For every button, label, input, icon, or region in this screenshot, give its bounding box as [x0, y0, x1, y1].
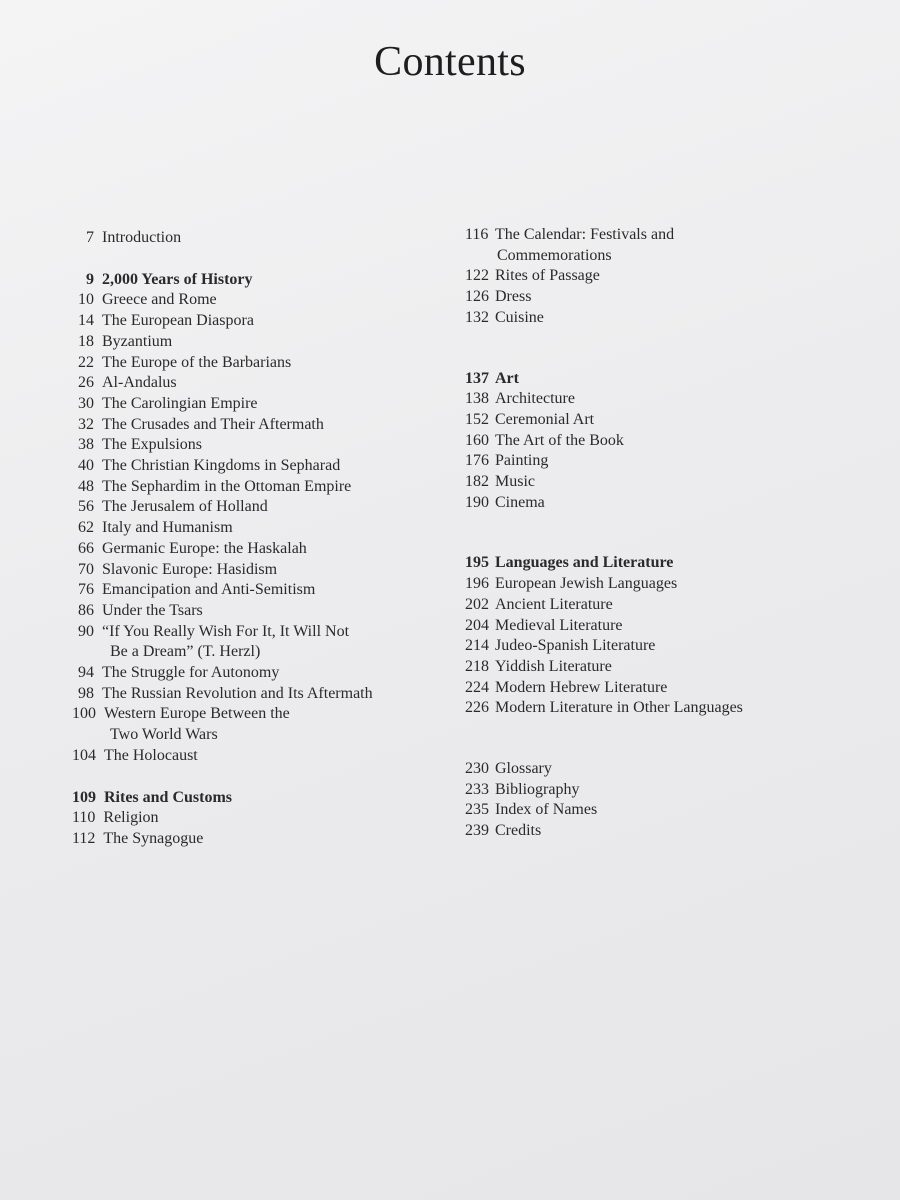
- page-number: 110: [72, 809, 96, 827]
- toc-entry: [72, 622, 432, 643]
- toc-entry: [72, 539, 432, 560]
- page-number: 196: [465, 575, 489, 593]
- section-spacer: [465, 513, 865, 553]
- page-number: 66: [78, 539, 94, 557]
- page-number: 190: [465, 493, 489, 511]
- toc-entry: [465, 472, 865, 493]
- page-number: 76: [78, 581, 94, 599]
- entry-title: Ceremonial Art: [495, 410, 595, 428]
- page-number: 94: [78, 664, 94, 682]
- toc-entry: [72, 353, 432, 374]
- toc-entry: [72, 663, 432, 684]
- toc-entry: [465, 698, 865, 719]
- entry-title-continuation: Be a Dream” (T. Herzl): [110, 643, 261, 661]
- entry-title: The Jerusalem of Holland: [102, 498, 268, 516]
- entry-title: The Calendar: Festivals and: [495, 226, 675, 243]
- entry-title: 2,000 Years of History: [102, 270, 253, 288]
- toc-entry: [72, 311, 432, 332]
- page-number: 122: [465, 267, 489, 285]
- entry-title: The European Diaspora: [102, 312, 254, 330]
- entry-title: The Holocaust: [104, 746, 198, 764]
- page-number: 137: [465, 369, 489, 387]
- entry-title: Cinema: [495, 493, 545, 511]
- toc-entry: [72, 373, 432, 394]
- toc-entry: [465, 266, 865, 287]
- entry-title: Painting: [495, 452, 549, 470]
- toc-section-heading: [465, 553, 865, 574]
- section-spacer: [465, 329, 865, 369]
- toc-entry: [72, 415, 432, 436]
- toc-entry: [72, 518, 432, 539]
- section-spacer: [465, 719, 865, 759]
- entry-title: The Synagogue: [103, 829, 204, 847]
- toc-entry: [72, 456, 432, 477]
- page-number: 56: [78, 498, 94, 516]
- page-number: 9: [86, 270, 94, 288]
- entry-title: Bibliography: [495, 780, 580, 798]
- page-number: 214: [465, 637, 489, 655]
- entry-title: Music: [495, 473, 535, 491]
- toc-entry: [72, 394, 432, 415]
- page-number: 112: [72, 829, 96, 847]
- section-spacer: [72, 767, 432, 788]
- page-number: 70: [78, 560, 94, 578]
- page-number: 18: [78, 332, 94, 350]
- toc-entry: [72, 477, 432, 498]
- toc-entry: [72, 435, 432, 456]
- toc-entry: [72, 601, 432, 622]
- page-number: 86: [78, 601, 94, 619]
- entry-title-continuation: Commemorations: [497, 246, 612, 264]
- page-number: 195: [465, 554, 489, 572]
- page-number: 218: [465, 657, 489, 675]
- page-number: 233: [465, 780, 489, 798]
- toc-entry: [465, 759, 865, 780]
- page-number: 204: [465, 616, 489, 634]
- page-number: 126: [465, 288, 489, 306]
- toc-entry: [465, 451, 865, 472]
- entry-title: Yiddish Literature: [495, 657, 612, 675]
- entry-title: “If You Really Wish For It, It Will Not: [102, 622, 350, 640]
- entry-title: Cuisine: [495, 308, 544, 326]
- toc-entry: [72, 746, 432, 767]
- toc-right-column: [465, 225, 865, 842]
- toc-entry: [465, 821, 865, 842]
- toc-entry: [465, 287, 865, 308]
- toc-entry: [465, 780, 865, 801]
- toc-entry: [465, 389, 865, 410]
- page-number: 104: [72, 746, 96, 764]
- entry-title: Modern Literature in Other Languages: [495, 699, 743, 717]
- page-number: 160: [465, 431, 489, 449]
- page-number: 239: [465, 822, 489, 840]
- entry-title: Index of Names: [495, 801, 598, 819]
- page-number: 22: [78, 353, 94, 371]
- entry-title: Credits: [495, 822, 542, 840]
- entry-title: The Sephardim in the Ottoman Empire: [102, 477, 352, 495]
- toc-section-heading: [465, 369, 865, 390]
- toc-entry: [465, 657, 865, 678]
- page-number: 62: [78, 519, 94, 537]
- entry-title: Judeo-Spanish Literature: [495, 637, 656, 655]
- page-number: 152: [465, 410, 489, 428]
- section-spacer: [72, 249, 432, 270]
- page-number: 176: [465, 452, 489, 470]
- page-number: 26: [78, 374, 94, 392]
- entry-title: Ancient Literature: [495, 595, 613, 613]
- toc-entry: [72, 704, 432, 725]
- page-number: 235: [465, 801, 489, 819]
- entry-title: The Expulsions: [102, 436, 202, 454]
- page-number: 226: [465, 699, 489, 717]
- entry-title: The Art of the Book: [495, 431, 624, 449]
- page-number: 40: [78, 457, 94, 475]
- entry-title: Introduction: [102, 229, 182, 246]
- entry-title: Al-Andalus: [102, 374, 177, 392]
- page-number: 7: [86, 229, 94, 246]
- entry-title: Religion: [103, 809, 159, 827]
- page-number: 182: [465, 473, 489, 491]
- entry-title: Dress: [495, 288, 532, 306]
- toc-entry: [72, 829, 432, 850]
- page-title: Contents: [374, 39, 526, 85]
- toc-entry: [465, 636, 865, 657]
- toc-entry: [465, 574, 865, 595]
- toc-entry: [465, 410, 865, 431]
- entry-title: Medieval Literature: [495, 616, 623, 634]
- page-number: 38: [78, 436, 94, 454]
- toc-entry: [465, 616, 865, 637]
- toc-entry: [72, 332, 432, 353]
- toc-entry: [465, 800, 865, 821]
- toc-entry: [465, 431, 865, 452]
- page-number: 10: [78, 291, 94, 309]
- entry-title: Modern Hebrew Literature: [495, 678, 668, 696]
- toc-section-heading: [72, 788, 432, 809]
- toc-entry: [72, 808, 432, 829]
- toc-entry: [465, 308, 865, 329]
- toc-entry: [72, 228, 432, 249]
- page-number: 98: [78, 684, 94, 702]
- toc-entry: [465, 678, 865, 699]
- toc-left-column: [72, 228, 432, 850]
- entry-title: Western Europe Between the: [104, 705, 290, 723]
- entry-title: Art: [495, 369, 519, 387]
- page-number: 32: [78, 415, 94, 433]
- page-number: 224: [465, 678, 489, 696]
- page-number: 100: [72, 705, 96, 723]
- entry-title: The Carolingian Empire: [102, 394, 258, 412]
- entry-title: Greece and Rome: [102, 291, 217, 309]
- entry-title-continuation: Two World Wars: [110, 726, 218, 744]
- page-number: 230: [465, 760, 489, 778]
- toc-entry: [465, 595, 865, 616]
- entry-title: The Europe of the Barbarians: [102, 353, 292, 371]
- page-number: 116: [465, 226, 489, 243]
- toc-entry: [465, 493, 865, 514]
- toc-entry: [72, 290, 432, 311]
- entry-title: Slavonic Europe: Hasidism: [102, 560, 278, 578]
- entry-title: Rites and Customs: [104, 788, 233, 806]
- entry-title: Languages and Literature: [495, 554, 674, 572]
- entry-title: Italy and Humanism: [102, 519, 233, 537]
- entry-title: The Struggle for Autonomy: [102, 664, 280, 682]
- entry-title: Architecture: [495, 390, 575, 408]
- toc-section-heading: [72, 270, 432, 291]
- toc-entry: [72, 580, 432, 601]
- toc-entry: [72, 560, 432, 581]
- entry-title: Under the Tsars: [102, 601, 203, 619]
- entry-title: Rites of Passage: [495, 267, 600, 285]
- toc-entry: [72, 684, 432, 705]
- page-number: 132: [465, 308, 489, 326]
- entry-title: The Christian Kingdoms in Sepharad: [102, 457, 341, 475]
- page-number: 202: [465, 595, 489, 613]
- page-number: 109: [72, 788, 96, 806]
- page-number: 48: [78, 477, 94, 495]
- entry-title: European Jewish Languages: [495, 575, 678, 593]
- toc-entry: [465, 225, 865, 246]
- entry-title: The Russian Revolution and Its Aftermath: [102, 684, 373, 702]
- page-number: 14: [78, 312, 94, 330]
- page-number: 30: [78, 394, 94, 412]
- toc-entry: [72, 497, 432, 518]
- page-number: 90: [78, 622, 94, 640]
- entry-title: Germanic Europe: the Haskalah: [102, 539, 307, 557]
- entry-title: Byzantium: [102, 332, 173, 350]
- entry-title: Emancipation and Anti-Semitism: [102, 581, 316, 599]
- entry-title: Glossary: [495, 760, 552, 778]
- page-number: 138: [465, 390, 489, 408]
- entry-title: The Crusades and Their Aftermath: [102, 415, 324, 433]
